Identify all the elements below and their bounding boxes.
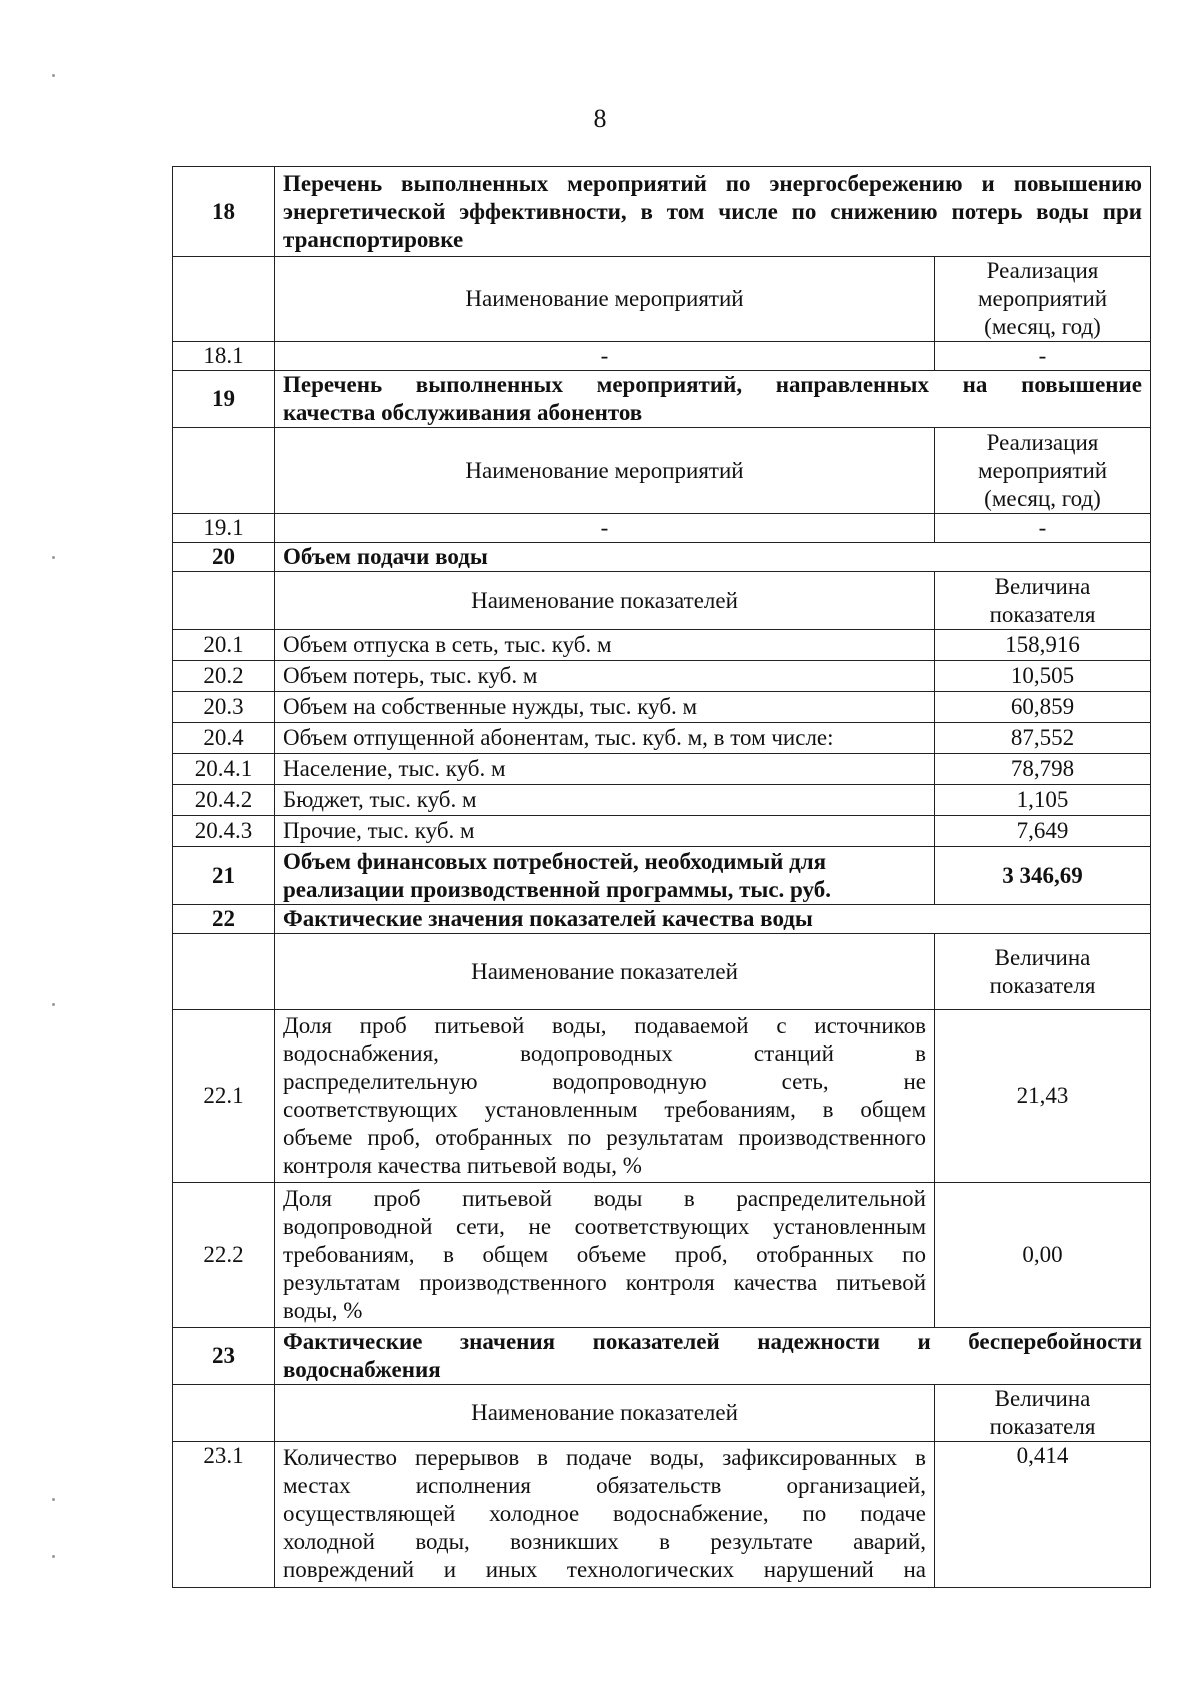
row-value: - xyxy=(935,342,1151,371)
column-header-value xyxy=(935,428,1151,514)
column-header-name: Наименование показателей xyxy=(275,572,935,630)
row-name-line: соответствующих установленным требованиям, в общем xyxy=(283,1097,926,1122)
row-value: 0,414 xyxy=(935,1442,1151,1588)
scan-dot xyxy=(52,1003,55,1006)
section-20-header-row xyxy=(173,572,1151,630)
row-number: 20.2 xyxy=(173,661,275,692)
row-name xyxy=(275,1010,935,1183)
column-header-line: (месяц, год) xyxy=(984,485,1101,511)
section-title xyxy=(275,847,935,905)
scan-dot xyxy=(52,74,55,77)
row-value: 0,00 xyxy=(935,1183,1151,1328)
row-name-line: объеме проб, отобранных по результатам производственного xyxy=(283,1125,926,1150)
section-title: Фактические значения показателей качества воды xyxy=(275,905,1151,934)
scan-dot xyxy=(52,556,55,559)
section-23-title-row xyxy=(173,1328,1151,1385)
section-number: 18 xyxy=(173,167,275,257)
row-number: 20.1 xyxy=(173,630,275,661)
row-name-line: местах исполнения обязательств организацией, xyxy=(283,1473,926,1498)
column-header-value xyxy=(935,572,1151,630)
row-number: 18.1 xyxy=(173,342,275,371)
section-number: 20 xyxy=(173,543,275,572)
column-header-line: Величина xyxy=(994,573,1091,599)
column-header-line: показателя xyxy=(989,601,1096,627)
row-name: Объем отпуска в сеть, тыс. куб. м xyxy=(275,630,935,661)
section-19-header-row xyxy=(173,428,1151,514)
section-title: Перечень выполненных мероприятий по энергосбережению и повышению энергетической эффективности, в том числе по снижению потерь воды при транспортировке xyxy=(275,167,1151,257)
row-name: Прочие, тыс. куб. м xyxy=(275,816,935,847)
section-number: 23 xyxy=(173,1328,275,1385)
row-name: Объем потерь, тыс. куб. м xyxy=(275,661,935,692)
row-number: 20.4.1 xyxy=(173,754,275,785)
row-name-line: Доля проб питьевой воды в распределительной xyxy=(283,1186,926,1211)
table-row xyxy=(173,342,1151,371)
row-name xyxy=(275,1183,935,1328)
row-value: - xyxy=(935,514,1151,543)
section-number: 21 xyxy=(173,847,275,905)
section-title-line: водоснабжения xyxy=(283,1357,441,1382)
section-title-line: качества обслуживания абонентов xyxy=(283,400,643,425)
section-title xyxy=(275,1328,1151,1385)
row-name xyxy=(275,1442,935,1588)
row-number: 20.4 xyxy=(173,723,275,754)
row-name: - xyxy=(275,342,935,371)
row-name: Бюджет, тыс. куб. м xyxy=(275,785,935,816)
row-number: 20.4.3 xyxy=(173,816,275,847)
row-value: 7,649 xyxy=(935,816,1151,847)
section-title xyxy=(275,371,1151,428)
row-value: 1,105 xyxy=(935,785,1151,816)
row-name-line: воды, % xyxy=(283,1298,363,1323)
column-header-value xyxy=(935,934,1151,1010)
section-title-line: Перечень выполненных мероприятий, направленных на повышение xyxy=(283,372,1143,397)
table-row xyxy=(173,661,1151,692)
column-header-value xyxy=(935,257,1151,342)
column-header-line: мероприятий xyxy=(977,286,1108,311)
section-title-line: реализации производственной программы, тыс. руб. xyxy=(283,876,831,902)
row-name-line: водопроводной сети, не соответствующих установленным xyxy=(283,1214,926,1239)
column-header-name: Наименование мероприятий xyxy=(275,257,935,342)
column-header-name: Наименование показателей xyxy=(275,1385,935,1442)
row-name: Объем на собственные нужды, тыс. куб. м xyxy=(275,692,935,723)
column-header-name: Наименование показателей xyxy=(275,934,935,1010)
section-value: 3 346,69 xyxy=(935,847,1151,905)
empty-cell xyxy=(173,934,275,1010)
section-21-row xyxy=(173,847,1151,905)
section-title: Объем подачи воды xyxy=(275,543,1151,572)
row-value: 10,505 xyxy=(935,661,1151,692)
row-number: 20.3 xyxy=(173,692,275,723)
row-name: - xyxy=(275,514,935,543)
empty-cell xyxy=(173,257,275,342)
column-header-name: Наименование мероприятий xyxy=(275,428,935,514)
table-row xyxy=(173,723,1151,754)
section-title-line: Фактические значения показателей надежности и бесперебойности xyxy=(283,1329,1143,1354)
row-number: 19.1 xyxy=(173,514,275,543)
section-number: 19 xyxy=(173,371,275,428)
table-row xyxy=(173,1183,1151,1328)
section-number: 22 xyxy=(173,905,275,934)
row-name-line: Доля проб питьевой воды, подаваемой с источников xyxy=(283,1013,926,1038)
table-row xyxy=(173,785,1151,816)
scan-dot xyxy=(52,1498,55,1501)
scan-dot xyxy=(52,1555,55,1558)
row-value: 87,552 xyxy=(935,723,1151,754)
row-name-line: повреждений и иных технологических нарушений на xyxy=(283,1557,926,1582)
row-value: 78,798 xyxy=(935,754,1151,785)
table-row xyxy=(173,816,1151,847)
row-number: 22.2 xyxy=(173,1183,275,1328)
row-number: 22.1 xyxy=(173,1010,275,1183)
row-name-line: водоснабжения, водопроводных станций в xyxy=(283,1041,926,1066)
empty-cell xyxy=(173,428,275,514)
table-row xyxy=(173,1442,1151,1588)
section-22-header-row xyxy=(173,934,1151,1010)
empty-cell xyxy=(173,572,275,630)
column-header-line: (месяц, год) xyxy=(984,314,1101,339)
section-18-title-row xyxy=(173,167,1151,257)
row-name-line: результатам производственного контроля качества питьевой xyxy=(283,1270,926,1295)
row-value: 158,916 xyxy=(935,630,1151,661)
row-name: Объем отпущенной абонентам, тыс. куб. м, в том числе: xyxy=(275,723,935,754)
section-18-header-row xyxy=(173,257,1151,342)
section-23-header-row xyxy=(173,1385,1151,1442)
column-header-line: мероприятий xyxy=(977,457,1108,483)
row-name-line: холодной воды, возникших в результате аварий, xyxy=(283,1529,926,1554)
row-name: Население, тыс. куб. м xyxy=(275,754,935,785)
column-header-line: Реализация xyxy=(986,429,1099,455)
column-header-line: показателя xyxy=(989,972,1096,998)
empty-cell xyxy=(173,1385,275,1442)
table-row xyxy=(173,630,1151,661)
column-header-line: Величина xyxy=(994,944,1091,970)
table-row xyxy=(173,754,1151,785)
row-name-line: требованиям, в общем объеме проб, отобранных по xyxy=(283,1242,926,1267)
table-row xyxy=(173,692,1151,723)
row-value: 60,859 xyxy=(935,692,1151,723)
column-header-value xyxy=(935,1385,1151,1442)
report-table xyxy=(172,166,1151,1588)
table-row xyxy=(173,1010,1151,1183)
column-header-line: Величина xyxy=(994,1386,1091,1411)
section-20-title-row xyxy=(173,543,1151,572)
column-header-line: Реализация xyxy=(986,258,1099,283)
row-number: 20.4.2 xyxy=(173,785,275,816)
row-value: 21,43 xyxy=(935,1010,1151,1183)
row-name-line: распределительную водопроводную сеть, не xyxy=(283,1069,926,1094)
row-name-line: контроля качества питьевой воды, % xyxy=(283,1153,642,1178)
table-row xyxy=(173,514,1151,543)
section-22-title-row xyxy=(173,905,1151,934)
page-number: 8 xyxy=(593,104,607,133)
section-19-title-row xyxy=(173,371,1151,428)
row-name-line: осуществляющей холодное водоснабжение, по подаче xyxy=(283,1501,926,1526)
row-number: 23.1 xyxy=(173,1442,275,1588)
section-title-line: Объем финансовых потребностей, необходимый для xyxy=(283,848,827,874)
column-header-line: показателя xyxy=(989,1414,1096,1439)
row-name-line: Количество перерывов в подаче воды, зафиксированных в xyxy=(283,1445,926,1470)
